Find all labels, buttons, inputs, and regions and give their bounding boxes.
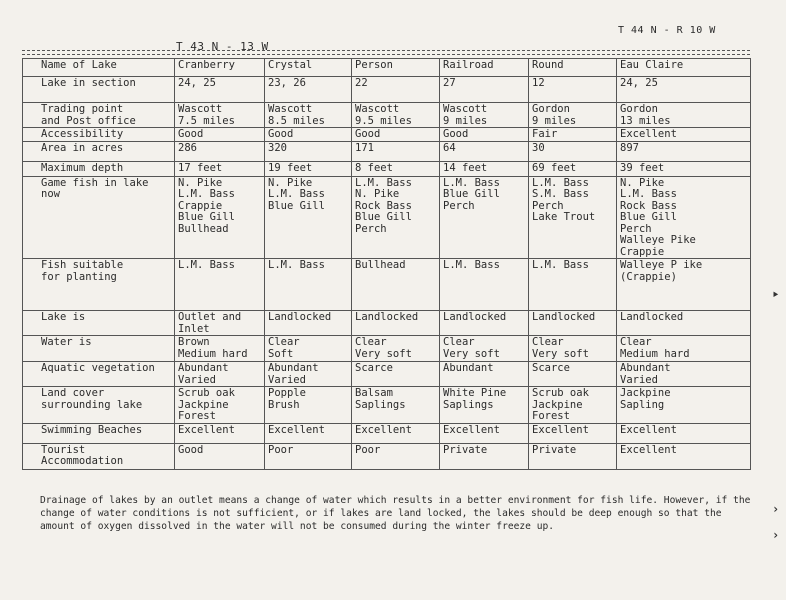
- row-label: Lake is: [23, 311, 175, 336]
- table-cell: White Pine Saplings: [440, 387, 529, 424]
- table-cell: Private: [529, 443, 617, 469]
- table-cell: Private: [440, 443, 529, 469]
- row-label: Tourist Accommodation: [23, 443, 175, 469]
- table-cell: Fair: [529, 128, 617, 142]
- township-header-left: T 43 N - 13 W: [176, 40, 269, 53]
- drainage-note: Drainage of lakes by an outlet means a change of water which results in a better environment for fish life. However, if the change of water conditions is not sufficient, or if lakes are land locked, the lakes should be deep enough so that the amount of oxygen dissolved in the water will not be consumed during the winter freeze up.: [40, 495, 751, 532]
- table-cell: Landlocked: [265, 311, 352, 336]
- row-label: Game fish in lake now: [23, 176, 175, 259]
- township-header-right: T 44 N - R 10 W: [618, 25, 716, 36]
- table-cell: 22: [352, 77, 440, 103]
- table-cell: 286: [175, 141, 265, 161]
- table-cell: N. Pike L.M. Bass Rock Bass Blue Gill Perch Walleye Pike Crappie: [617, 176, 751, 259]
- table-cell: 17 feet: [175, 161, 265, 176]
- table-cell: Cranberry: [175, 59, 265, 77]
- table-cell: Excellent: [617, 423, 751, 443]
- table-row: [23, 362, 751, 387]
- table-cell: Abundant Varied: [617, 362, 751, 387]
- row-label: Water is: [23, 336, 175, 362]
- table-cell: Landlocked: [440, 311, 529, 336]
- table-cell: Outlet and Inlet: [175, 311, 265, 336]
- row-label: Lake in section: [23, 77, 175, 103]
- table-row: [23, 77, 751, 103]
- table-cell: 30: [529, 141, 617, 161]
- table-cell: Balsam Saplings: [352, 387, 440, 424]
- row-label: Area in acres: [23, 141, 175, 161]
- table-cell: Clear Very soft: [529, 336, 617, 362]
- table-cell: L.M. Bass: [265, 259, 352, 311]
- table-cell: L.M. Bass S.M. Bass Perch Lake Trout: [529, 176, 617, 259]
- margin-mark-2: ›: [772, 502, 780, 516]
- row-label: Trading point and Post office: [23, 103, 175, 128]
- table-cell: Excellent: [529, 423, 617, 443]
- table-cell: Eau Claire: [617, 59, 751, 77]
- table-row: [23, 423, 751, 443]
- table-cell: Railroad: [440, 59, 529, 77]
- table-cell: Clear Very soft: [352, 336, 440, 362]
- table-cell: 12: [529, 77, 617, 103]
- table-cell: Scrub oak Jackpine Forest: [175, 387, 265, 424]
- table-cell: Scrub oak Jackpine Forest: [529, 387, 617, 424]
- table-cell: Excellent: [175, 423, 265, 443]
- table-cell: Brown Medium hard: [175, 336, 265, 362]
- header-rule: [22, 50, 750, 51]
- table-cell: Round: [529, 59, 617, 77]
- table-cell: 39 feet: [617, 161, 751, 176]
- table-cell: Wascott 7.5 miles: [175, 103, 265, 128]
- row-label: Name of Lake: [23, 59, 175, 77]
- table-cell: Jackpine Sapling: [617, 387, 751, 424]
- table-cell: Excellent: [440, 423, 529, 443]
- table-cell: Excellent: [352, 423, 440, 443]
- table-cell: Good: [175, 443, 265, 469]
- table-cell: 320: [265, 141, 352, 161]
- table-cell: Crystal: [265, 59, 352, 77]
- table-cell: 24, 25: [617, 77, 751, 103]
- table-cell: Landlocked: [617, 311, 751, 336]
- table-cell: L.M. Bass: [440, 259, 529, 311]
- table-row: [23, 336, 751, 362]
- row-label: Accessibility: [23, 128, 175, 142]
- table-cell: L.M. Bass Blue Gill Perch: [440, 176, 529, 259]
- table-cell: Landlocked: [529, 311, 617, 336]
- table-cell: Good: [175, 128, 265, 142]
- table-cell: Clear Soft: [265, 336, 352, 362]
- table-cell: Scarce: [352, 362, 440, 387]
- table-cell: Clear Very soft: [440, 336, 529, 362]
- table-cell: Person: [352, 59, 440, 77]
- table-cell: Poor: [265, 443, 352, 469]
- table-cell: 897: [617, 141, 751, 161]
- table-cell: Gordon 13 miles: [617, 103, 751, 128]
- lake-survey-table: [22, 58, 751, 470]
- table-cell: Wascott 9 miles: [440, 103, 529, 128]
- table-cell: 171: [352, 141, 440, 161]
- margin-mark-1: ‣: [772, 288, 780, 302]
- header-rule-2: [22, 54, 750, 55]
- table-cell: Good: [352, 128, 440, 142]
- table-cell: L.M. Bass: [529, 259, 617, 311]
- table-cell: 8 feet: [352, 161, 440, 176]
- table-cell: Gordon 9 miles: [529, 103, 617, 128]
- table-cell: 24, 25: [175, 77, 265, 103]
- table-cell: Landlocked: [352, 311, 440, 336]
- table-cell: Popple Brush: [265, 387, 352, 424]
- table-cell: Abundant Varied: [175, 362, 265, 387]
- row-label: Maximum depth: [23, 161, 175, 176]
- table-cell: Good: [265, 128, 352, 142]
- table-row: [23, 387, 751, 424]
- table-row: [23, 176, 751, 259]
- margin-mark-3: ›: [772, 528, 780, 542]
- table-cell: Clear Medium hard: [617, 336, 751, 362]
- table-cell: 14 feet: [440, 161, 529, 176]
- table-cell: Walleye P ike (Crappie): [617, 259, 751, 311]
- table-row: [23, 103, 751, 128]
- row-label: Aquatic vegetation: [23, 362, 175, 387]
- table-cell: Excellent: [617, 128, 751, 142]
- table-row: [23, 128, 751, 142]
- table-row: [23, 259, 751, 311]
- table-row: [23, 443, 751, 469]
- table-cell: Abundant: [440, 362, 529, 387]
- table-cell: 69 feet: [529, 161, 617, 176]
- table-cell: 27: [440, 77, 529, 103]
- table-cell: L.M. Bass: [175, 259, 265, 311]
- table-cell: Wascott 9.5 miles: [352, 103, 440, 128]
- table-cell: Scarce: [529, 362, 617, 387]
- table-cell: 64: [440, 141, 529, 161]
- row-label: Swimming Beaches: [23, 423, 175, 443]
- table-cell: Abundant Varied: [265, 362, 352, 387]
- table-cell: 19 feet: [265, 161, 352, 176]
- row-label: Fish suitable for planting: [23, 259, 175, 311]
- table-row: [23, 141, 751, 161]
- table-cell: Poor: [352, 443, 440, 469]
- table-cell: Excellent: [617, 443, 751, 469]
- table-cell: Wascott 8.5 miles: [265, 103, 352, 128]
- table-row: [23, 59, 751, 77]
- table-cell: L.M. Bass N. Pike Rock Bass Blue Gill Perch: [352, 176, 440, 259]
- table-cell: N. Pike L.M. Bass Crappie Blue Gill Bullhead: [175, 176, 265, 259]
- row-label: Land cover surrounding lake: [23, 387, 175, 424]
- table-cell: Good: [440, 128, 529, 142]
- table-cell: N. Pike L.M. Bass Blue Gill: [265, 176, 352, 259]
- table-row: [23, 311, 751, 336]
- table-cell: Excellent: [265, 423, 352, 443]
- table-cell: 23, 26: [265, 77, 352, 103]
- table-row: [23, 161, 751, 176]
- table-cell: Bullhead: [352, 259, 440, 311]
